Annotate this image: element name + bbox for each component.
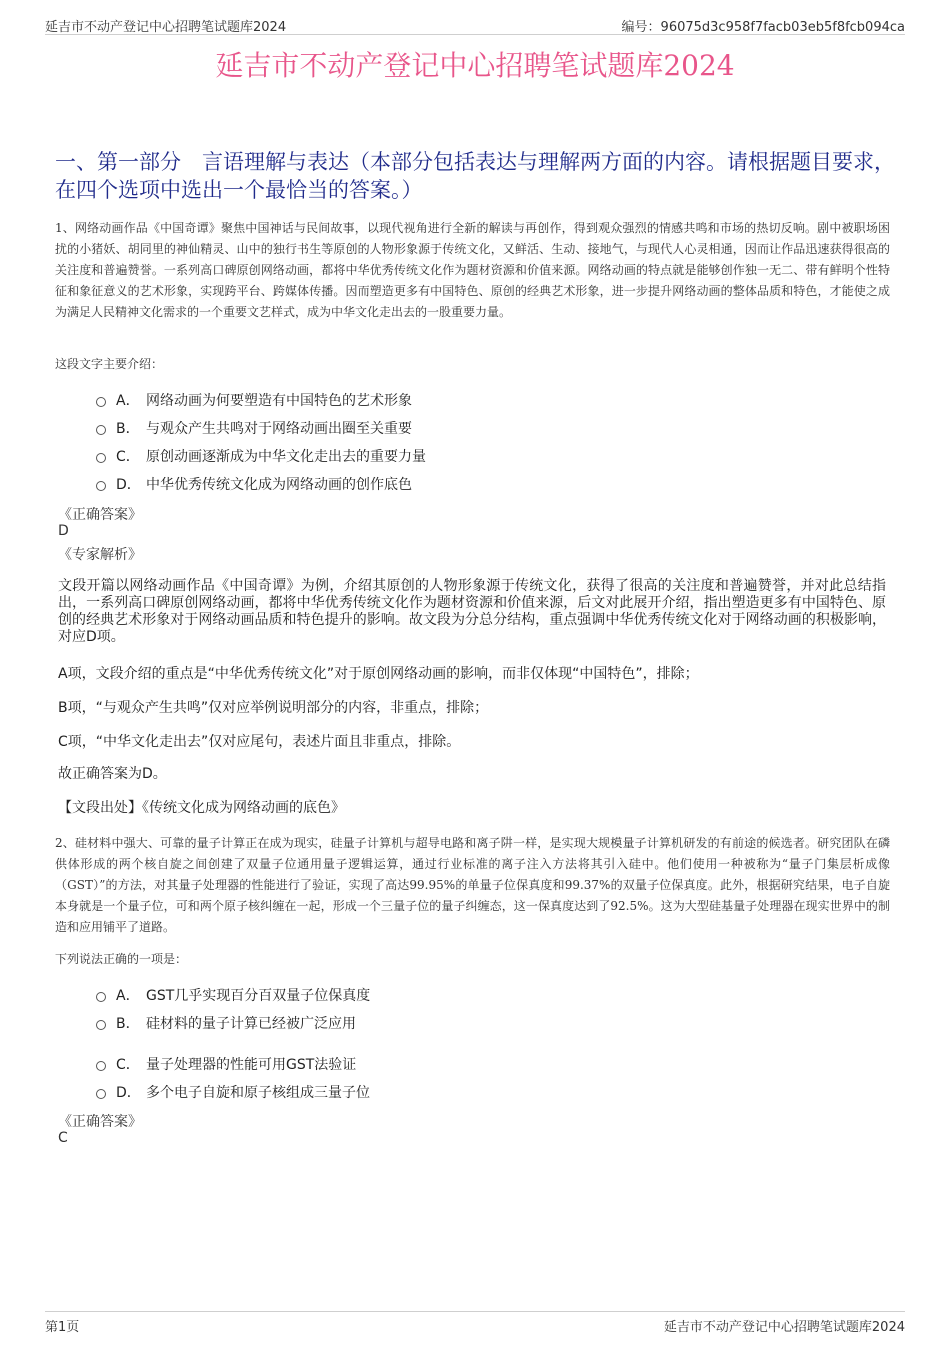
option-text: 多个电子自旋和原子核组成三量子位	[146, 1085, 370, 1101]
option-key: D．	[116, 1085, 141, 1101]
q1-passage: 1、网络动画作品《中国奇谭》聚焦中国神话与民间故事，以现代视角进行全新的解读与再创作，得到观众强烈的情感共鸣和市场的热切反响。剧中被职场困扰的小猪妖、胡同里的神仙精灵、山中的独行书生等原创的人物形象源于传统文化，又鲜活、生动、接地气，与现代人心灵相通，因而让作品迅速获得很高的关注度和普遍赞誉。一系列高口碑原创网络动画，都将中华优秀传统文化作为题材资源和价值来源。网络动画的特点就是能够创作独一无二、带有鲜明个性特征和象征意义的艺术形象，实现跨平台、跨媒体传播。因而塑造更多有中国特色、原创的经典艺术形象，进一步提升网络动画的整体品质和特色，才能使之成为满足人民精神文化需求的一个重要文艺样式，成为中华文化走出去的一股重要力量。	[55, 221, 890, 319]
page-footer	[45, 1311, 905, 1335]
q1-analysis: 文段开篇以网络动画作品《中国奇谭》为例，介绍其原创的人物形象源于传统文化，获得了很高的关注度和普遍赞誉，并对此总结指出，一系列高口碑原创网络动画，都将中华优秀传统文化作为题材资源和价值来源，后文对此展开介绍，指出塑造更多有中国特色、原创的经典艺术形象对于网络动画品质和特色提升的影响。故文段为分总分结构，重点强调中华优秀传统文化对于网络动画的积极影响，对应D项。	[58, 578, 886, 645]
radio-icon[interactable]	[96, 1061, 106, 1071]
q1-option-a-note: A项，文段介绍的重点是“中华优秀传统文化”对于原创网络动画的影响，而非仅体现“中国特色”，排除；	[58, 666, 699, 682]
option-key: C．	[116, 1057, 140, 1073]
q1-option-a[interactable]	[96, 390, 412, 410]
footer-doc-title: 延吉市不动产登记中心招聘笔试题库2024	[663, 1320, 905, 1335]
radio-icon[interactable]	[96, 1020, 106, 1030]
q2-option-c[interactable]	[96, 1054, 356, 1074]
option-text: 中华优秀传统文化成为网络动画的创作底色	[146, 477, 412, 493]
q2-passage: 2、硅材料中强大、可靠的量子计算正在成为现实，硅量子计算机与超导电路和离子阱一样，是实现大规模量子计算机研发的有前途的候选者。研究团队在磷供体形成的两个核自旋之间创建了双量子位通用量子逻辑运算，通过行业标准的离子注入方法将其引入硅中。他们使用一种被称为“量子门集层析成像（GST）”的方法，对其量子处理器的性能进行了验证，实现了高达99.95%的单量子位保真度和99.37%的双量子位保真度。此外，根据研究结果，电子自旋本身就是一个量子位，可和两个原子核纠缠在一起，形成一个三量子位的量子纠缠态，这一保真度达到了92.5%。这为大型硅基量子处理器在现实世界中的制造和应用铺平了道路。	[55, 836, 890, 934]
header-doc-id: 编号：96075d3c958f7facb03eb5f8fcb094ca	[621, 20, 905, 35]
option-key: B．	[116, 1016, 140, 1032]
radio-icon[interactable]	[96, 425, 106, 435]
option-text: 原创动画逐渐成为中华文化走出去的重要力量	[146, 449, 426, 465]
q1-option-d[interactable]	[96, 474, 412, 494]
option-key: C．	[116, 449, 140, 465]
option-text: 硅材料的量子计算已经被广泛应用	[146, 1016, 356, 1032]
option-text: GST几乎实现百分百双量子位保真度	[146, 988, 371, 1004]
radio-icon[interactable]	[96, 481, 106, 491]
q1-analysis-label: 《专家解析》	[58, 547, 142, 563]
q2-prompt: 下列说法正确的一项是：	[55, 952, 188, 966]
q1-prompt: 这段文字主要介绍：	[55, 357, 164, 371]
option-text: 网络动画为何要塑造有中国特色的艺术形象	[146, 393, 412, 409]
q2-option-d[interactable]	[96, 1082, 370, 1102]
option-text: 与观众产生共鸣对于网络动画出圈至关重要	[146, 421, 412, 437]
q1-answer-label: 《正确答案》	[58, 507, 142, 523]
option-text: 量子处理器的性能可用GST法验证	[146, 1057, 357, 1073]
option-key: A．	[116, 988, 140, 1004]
section-heading: 一、第一部分 言语理解与表达（本部分包括表达与理解两方面的内容。请根据题目要求，在四个选项中选出一个最恰当的答案。）	[55, 150, 895, 202]
q2-answer-label: 《正确答案》	[58, 1114, 142, 1130]
radio-icon[interactable]	[96, 1089, 106, 1099]
q2-option-a[interactable]	[96, 985, 370, 1005]
header-doc-title: 延吉市不动产登记中心招聘笔试题库2024	[45, 20, 287, 35]
document-title: 延吉市不动产登记中心招聘笔试题库2024	[215, 49, 735, 82]
q1-conclusion: 故正确答案为D。	[58, 766, 167, 782]
q1-option-c[interactable]	[96, 446, 426, 466]
option-key: A．	[116, 393, 140, 409]
radio-icon[interactable]	[96, 453, 106, 463]
page-header	[45, 14, 905, 35]
q2-option-b[interactable]	[96, 1013, 356, 1033]
q1-option-b-note: B项，“与观众产生共鸣”仅对应举例说明部分的内容，非重点，排除；	[58, 700, 489, 716]
option-key: B．	[116, 421, 140, 437]
q1-source: 【文段出处】《传统文化成为网络动画的底色》	[58, 800, 345, 816]
q1-option-b[interactable]	[96, 418, 412, 438]
page-number: 第1页	[45, 1320, 80, 1335]
option-key: D．	[116, 477, 141, 493]
radio-icon[interactable]	[96, 992, 106, 1002]
q1-option-c-note: C项，“中华文化走出去”仅对应尾句，表述片面且非重点，排除。	[58, 734, 461, 750]
radio-icon[interactable]	[96, 397, 106, 407]
q2-answer: C	[58, 1130, 68, 1146]
q1-answer: D	[58, 523, 69, 539]
